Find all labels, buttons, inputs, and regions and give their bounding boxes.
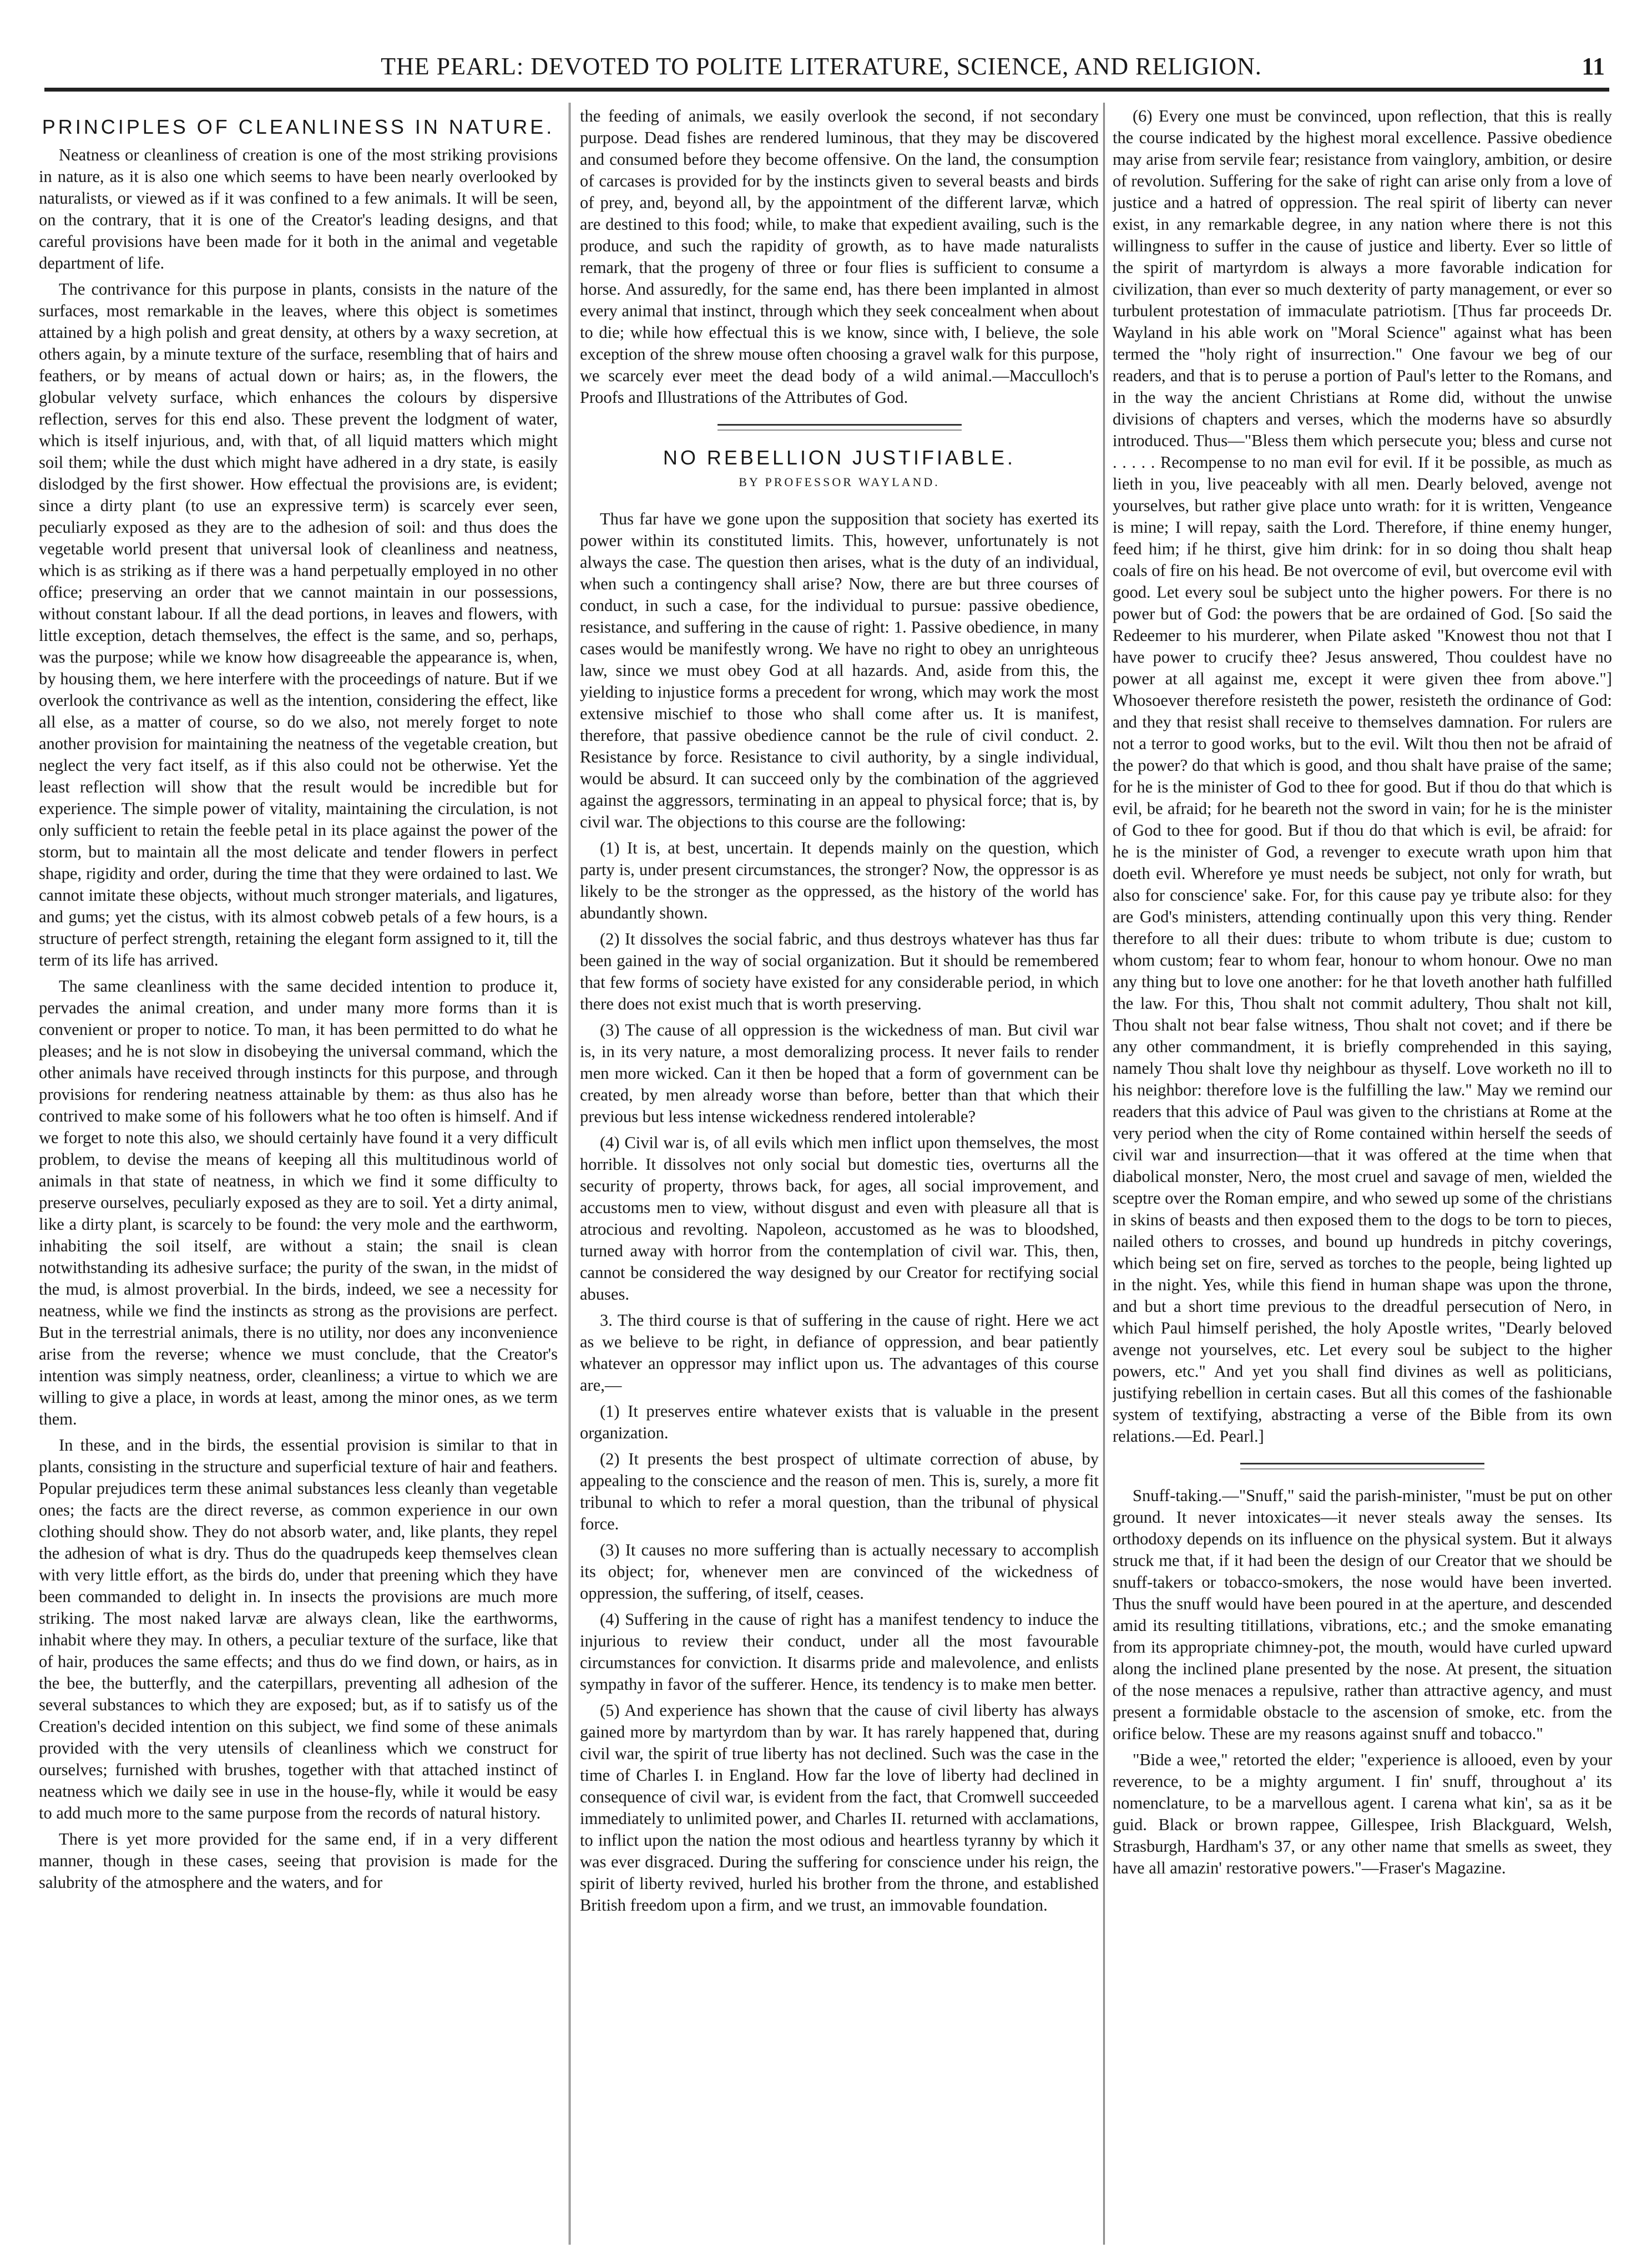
article-paragraph: Neatness or cleanliness of creation is one of the most striking provisions in nature, as it is also one which seems to have been nearly overlooked by naturalists, or viewed as if it was confined to a few animals. It will be seen, on the contrary, that it is one of the Creator's leading designs, and that careful provisions have been made for it both in the animal and vegetable department of life. [39,145,558,272]
article-paragraph: "Bide a wee," retorted the elder; "experience is allooed, even by your reverence, to be a mighty argument. I fin' snuff, throughout a' its nomenclature, to be a marvellous agent. I carena what kin', sa as it be guid. Black or brown rappee, Gillespee, Irish Blackguard, Welsh, Strasburgh, Hardham's 37, or any other name that smells as sweet, they have all amazin' restorative powers."—Fraser's Magazine. [1113,1750,1612,1877]
article-paragraph: (3) It causes no more suffering than is actually necessary to accomplish its object; for, whenever men are convinced of the wickedness of oppression, the suffering, of itself, ceases. [580,1540,1099,1603]
publication-title: THE PEARL: DEVOTED TO POLITE LITERATURE, SCIENCE, AND RELIGION. [381,53,1262,80]
article-paragraph: (3) The cause of all oppression is the wickedness of man. But civil war is, in its very nature, a most demoralizing process. It never fails to render men more wicked. Can it then be hoped that a form of government can be created, by men already worse than before, better than that which their previous but less intense wickedness rendered intolerable? [580,1021,1099,1126]
column-2 [580,105,1099,2259]
article-heading-rebellion: NO REBELLION JUSTIFIABLE. [663,446,1016,469]
article-continuation: the feeding of animals, we easily overlook the second, if not secondary purpose. Dead fishes are rendered luminous, that they may be discovered and consumed before they become offensive. On the land, the consumption of carcases is provided for by the instincts given to several beasts and birds of prey, and, beyond all, by the appointment of the different larvæ, which are destined to this food; while, to make that expedient availing, such is the produce, and such the rapidity of growth, as to have made naturalists remark, that the progeny of three or four flies is sufficient to consume a horse. And assuredly, for the same end, has there been implanted in almost every animal that instinct, through which they seek concealment when about to die; while how effectual this is we know, since with, I believe, the sole exception of the shrew mouse often choosing a gravel walk for this purpose, we scarcely ever meet the dead body of a wild animal.—Macculloch's Proofs and Illustrations of the Attributes of God. [580,107,1099,407]
page-number: 11 [1582,53,1605,80]
article-paragraph: (2) It dissolves the social fabric, and thus destroys whatever has thus far been gained in the way of social organization. But it should be remembered that few forms of society have existed for any considerable period, in which there does not exist much that is worth preserving. [580,930,1099,1013]
article-byline: BY PROFESSOR WAYLAND. [739,475,940,489]
running-head [33,49,1609,88]
column-divider [1103,103,1105,2245]
article-paragraph: (2) It presents the best prospect of ultimate correction of abuse, by appealing to the conscience and the reason of men. This is, surely, a more fit tribunal to which to refer a moral question, than the tribunal of physical force. [580,1449,1099,1533]
section-divider [718,424,962,431]
article-paragraph: (1) It preserves entire whatever exists that is valuable in the present organization. [580,1402,1099,1442]
article-paragraph: (4) Civil war is, of all evils which men inflict upon themselves, the most horrible. It dissolves not only social but domestic ties, overturns all the security of property, throws back, for ages, all social improvement, and accustoms men to view, without disgust and even with pleasure all that is atrocious and revolting. Napoleon, accustomed as he was to bloodshed, turned away with horror from the contemplation of civil war. This, then, cannot be considered the way designed by our Creator for rectifying social abuses. [580,1133,1099,1304]
column-divider [569,103,570,2245]
section-divider [1240,1463,1484,1469]
article-heading-cleanliness: PRINCIPLES OF CLEANLINESS IN NATURE. [42,115,555,138]
article-paragraph: 3. The third course is that of suffering in the cause of right. Here we act as we believe to be right, in defiance of oppression, and bear patiently whatever an oppressor may inflict upon us. The advantages of this course are,— [580,1311,1099,1395]
column-3 [1113,105,1612,2259]
article-paragraph: The same cleanliness with the same decided intention to produce it, pervades the animal creation, and under many more forms than it is convenient or proper to notice. To man, it has been permitted to do what he pleases; and he is not slow in disobeying the universal command, which the other animals have received through instincts for this purpose, and through provisions for rendering neatness attainable by them: as thus also has he contrived to make some of his followers what he too often is himself. And if we forget to note this also, we should certainly have found it a very difficult problem, to devise the means of keeping all this multitudinous world of animals in that state of neatness, in which we find it some difficulty to preserve ourselves, peculiarly exposed as they are to soil. Yet a dirty animal, like a dirty plant, is scarcely to be found: the very mole and the earthworm, inhabiting the soil itself, are without a stain; the snail is clean notwithstanding its adhesive surface; the purity of the swan, in the midst of the mud, is almost proverbial. In the birds, indeed, we see a necessity for neatness, while we find the instincts as strong as the provisions are perfect. But in the terrestrial animals, there is no utility, nor does any inconvenience arise from the reverse; whence we must conclude, that the Creator's intention was simply neatness, order, cleanliness; a virtue to which we are willing to give a place, in words at least, among the minor ones, as we term them. [39,977,558,1428]
header-rule [44,88,1609,92]
article-paragraph-snuff-taking: Snuff-taking.—"Snuff," said the parish-minister, "must be put on other ground. It never intoxicates—it never steals away the senses. Its orthodoxy depends on its influence on the physical system. But it always struck me that, if it had been the design of our Creator that we should be snuff-takers or tobacco-smokers, the nose would have been inverted. Thus the snuff would have been poured in at the aperture, and descended amid its resulting titillations, vibrations, etc.; and the smoke emanating from its appropriate chimney-pot, the mouth, would have curled upward along the inclined plane presented by the nose. At present, the situation of the nose menaces a repulsive, rather than attractive agency, and must present a formidable obstacle to the ascension of smoke, etc. from the orifice below. These are my reasons against snuff and tobacco." [1113,1486,1612,1743]
article-paragraph: Thus far have we gone upon the supposition that society has exerted its power within its constituted limits. This, however, unfortunately is not always the case. The question then arises, what is the duty of an individual, when such a contingency shall arise? Now, there are but three courses of conduct, in such a case, for the individual to pursue: passive obedience, resistance, and suffering in the cause of right: 1. Passive obedience, in many cases would be manifestly wrong. We have no right to obey an unrighteous law, since we must obey God at all hazards. And, aside from this, the yielding to injustice forms a precedent for wrong, which may work the most extensive mischief to those who shall come after us. It is manifest, therefore, that passive obedience cannot be the rule of civil conduct. 2. Resistance by force. Resistance to civil authority, by a single individual, would be absurd. It can succeed only by the combination of the aggrieved against the aggressors, terminating in an appeal to physical force; that is, by civil war. The objections to this course are the following: [580,509,1099,831]
column-1 [39,105,558,2259]
article-paragraph: (6) Every one must be convinced, upon reflection, that this is really the course indicated by the highest moral excellence. Passive obedience may arise from servile fear; resistance from vainglory, ambition, or desire of revolution. Suffering for the sake of right can arise only from a love of justice and a hatred of oppression. The real spirit of liberty can never exist, in any remarkable degree, in any nation where there is not this willingness to suffer in the cause of justice and liberty. Ever so little of the spirit of martyrdom is always a more favorable indication for civilization, than ever so much dexterity of party management, or ever so turbulent protestation of immaculate patriotism. [Thus far proceeds Dr. Wayland in his able work on "Moral Science" against what has been termed the "holy right of insurrection." One favour we beg of our readers, and that is to peruse a portion of Paul's letter to the Romans, and in the way the ancient Christians at Rome did, without the unwise divisions of chapters and verses, which the moderns have so absurdly introduced. Thus—"Bless them which persecute you; bless and curse not . . . . . Recompense to no man evil for evil. If it be possible, as much as lieth in you, live peaceably with all men. Dearly beloved, avenge not yourselves, but rather give place unto wrath: for it is written, Vengeance is mine; I will repay, saith the Lord. Therefore, if thine enemy hunger, feed him; if he thirst, give him drink: for in so doing thou shalt heap coals of fire on his head. Be not overcome of evil, but overcome evil with good. Let every soul be subject unto the higher powers. For there is no power but of God: the powers that be are ordained of God. [So said the Redeemer to his murderer, when Pilate asked "Knowest thou not that I have power to crucify thee? Jesus answered, Thou couldest have no power at all against me, except it were given thee from above."] Whosoever therefore resisteth the power, resisteth the ordinance of God: and they that resist shall receive to themselves damnation. For rulers are not a terror to good works, but to the evil. Wilt thou then not be afraid of the power? do that which is good, and thou shalt have praise of the same; for he is the minister of God to thee for good. But if thou do that which is evil, be afraid; for he beareth not the sword in vain; for he is the minister of God to thee for good. But if thou do that which is evil, be afraid: for he is the minister of God, a revenger to execute wrath upon him that doeth evil. Wherefore ye must needs be subject, not only for wrath, but also for conscience' sake. For, for this cause pay ye tribute also: for they are God's ministers, attending continually upon this very thing. Render therefore to all their dues: tribute to whom tribute is due; custom to whom custom; fear to whom fear, honour to whom honour. Owe no man any thing but to love one another: for he that loveth another hath fulfilled the law. For this, Thou shalt not commit adultery, Thou shalt not kill, Thou shalt not bear false witness, Thou shalt not covet; and if there be any other commandment, it is briefly comprehended in this saying, namely Thou shalt love thy neighbour as thyself. Love worketh no ill to his neighbor: therefore love is the fulfilling the law." May we remind our readers that this advice of Paul was given to the christians at Rome at the very period when the city of Rome contained within herself the seeds of civil war and insurrection—that it was offered at the time when that diabolical monster, Nero, the most cruel and savage of men, wielded the sceptre over the Roman empire, and who sewed up some of the christians in skins of beasts and then exposed them to the dogs to be torn to pieces, nailed others to crosses, and bound up hundreds in pitchy coverings, which being set on fire, served as torches to the people, being lighted up in the night. Yes, while this fiend in human shape was upon the throne, and but a short time previous to the dreadful persecution of Nero, in which Paul himself perished, the holy Apostle writes, "Dearly beloved avenge not yourselves, etc. Let every soul be subject to the higher powers, etc." And yet you shall find divines as well as politicians, justifying rebellion in certain cases. But all this comes of the fashionable system of textifying, abstracting a verse of the Bible from its own relations.—Ed. Pearl.] [1113,107,1612,1446]
article-paragraph: There is yet more provided for the same end, if in a very different manner, though in these cases, seeing that provision is made for the salubrity of the atmosphere and the waters, and for [39,1830,558,1892]
article-paragraph: In these, and in the birds, the essential provision is similar to that in plants, consisting in the structure and superficial texture of hair and feathers. Popular prejudices term these animal substances less cleanly than vegetable ones; the facts are the direct reverse, as common experience in our own clothing should show. They do not absorb water, and, like plants, they repel the adhesion of what is dry. Thus do the quadrupeds keep themselves clean with very little effort, as the birds do, under that preening which they have been commanded to delight in. In insects the provisions are much more striking. The most naked larvæ are always clean, like the earthworms, inhabit where they may. In others, a peculiar texture of the surface, like that of hair, produces the same effects; and thus do we find down, or hairs, as in the bee, the butterfly, and the caterpillars, preventing all adhesion of the several substances to which they are exposed; but, as if to satisfy us of the Creation's decided intention on this subject, we find some of these animals provided with the very utensils of cleanliness which we construct for ourselves; furnished with brushes, together with that attached instinct of neatness which we daily see in use in the house-fly, while it would be easy to add much more to the same purpose from the records of natural history. [39,1436,558,1822]
article-paragraph: (4) Suffering in the cause of right has a manifest tendency to induce the injurious to review their conduct, under all the most favourable circumstances for conviction. It disarms pride and malevolence, and enlists sympathy in favor of the sufferer. Hence, its tendency is to make men better. [580,1610,1099,1694]
article-paragraph: The contrivance for this purpose in plants, consists in the nature of the surfaces, most remarkable in the leaves, where this object is sometimes attained by a high polish and great density, at others by a waxy secretion, at others again, by a minute texture of the surface, resembling that of hairs and feathers, or by means of actual down or hairs; as, in the flowers, the globular velvety surface, which enhances the colours by dispersive reflection, serves for this end also. These prevent the lodgment of water, which is itself injurious, and, with that, of all liquid matters which might soil them; while the dust which might have adhered in a dry state, is easily dislodged by the first shower. How effectual the provisions are, is evident; since a dirty plant (to use an expressive term) is scarcely ever seen, peculiarly exposed as they are to the adhesion of soil: and thus does the vegetable world present that universal look of cleanliness and neatness, which is as striking as if there was a hand perpetually employed in no other office; preserving an order that we cannot maintain in our possessions, without constant labour. If all the dead portions, in leaves and flowers, with little exception, detach themselves, the effect is the same, and so, perhaps, was the purpose; while we know how disagreeable the appearance is, when, by housing them, we here interfere with the proceedings of nature. But if we overlook the contrivance as well as the intention, considering the effect, like all else, as a matter of course, so do we also, not merely forget to note another provision for maintaining the neatness of the vegetable creation, but neglect the very fact itself, as if this also could not be otherwise. Yet the least reflection will show that the result would be incredible but for experience. The simple power of vitality, maintaining the circulation, is not only sufficient to retain the feeble petal in its place against the power of the storm, but to maintain all the most delicate and tender flowers in perfect shape, rigidity and order, during the time that they were ordained to last. We cannot imitate these objects, without much stronger materials, and ligatures, and gums; yet the cistus, with its almost cobweb petals of a few hours, is a structure of perfect strength, retaining the elegant form assigned to it, till the term of its life has arrived. [39,280,558,969]
article-paragraph: (5) And experience has shown that the cause of civil liberty has always gained more by martyrdom than by war. It has rarely happened that, during civil war, the spirit of true liberty has not declined. Such was the case in the time of Charles I. in England. How far the love of liberty had declined in consequence of civil war, is evident from the fact, that Cromwell succeeded immediately to unlimited power, and Charles II. returned with acclamations, to inflict upon the nation the most odious and heartless tyranny by which it was ever disgraced. During the suffering for conscience under his reign, the spirit of liberty revived, hurled his brother from the throne, and established British freedom upon a firm, and we trust, an immovable foundation. [580,1701,1099,1915]
article-paragraph: (1) It is, at best, uncertain. It depends mainly on the question, which party is, under present circumstances, the stronger? Now, the oppressor is as likely to be the stronger as the oppressed, as the history of the world has abundantly shown. [580,838,1099,922]
